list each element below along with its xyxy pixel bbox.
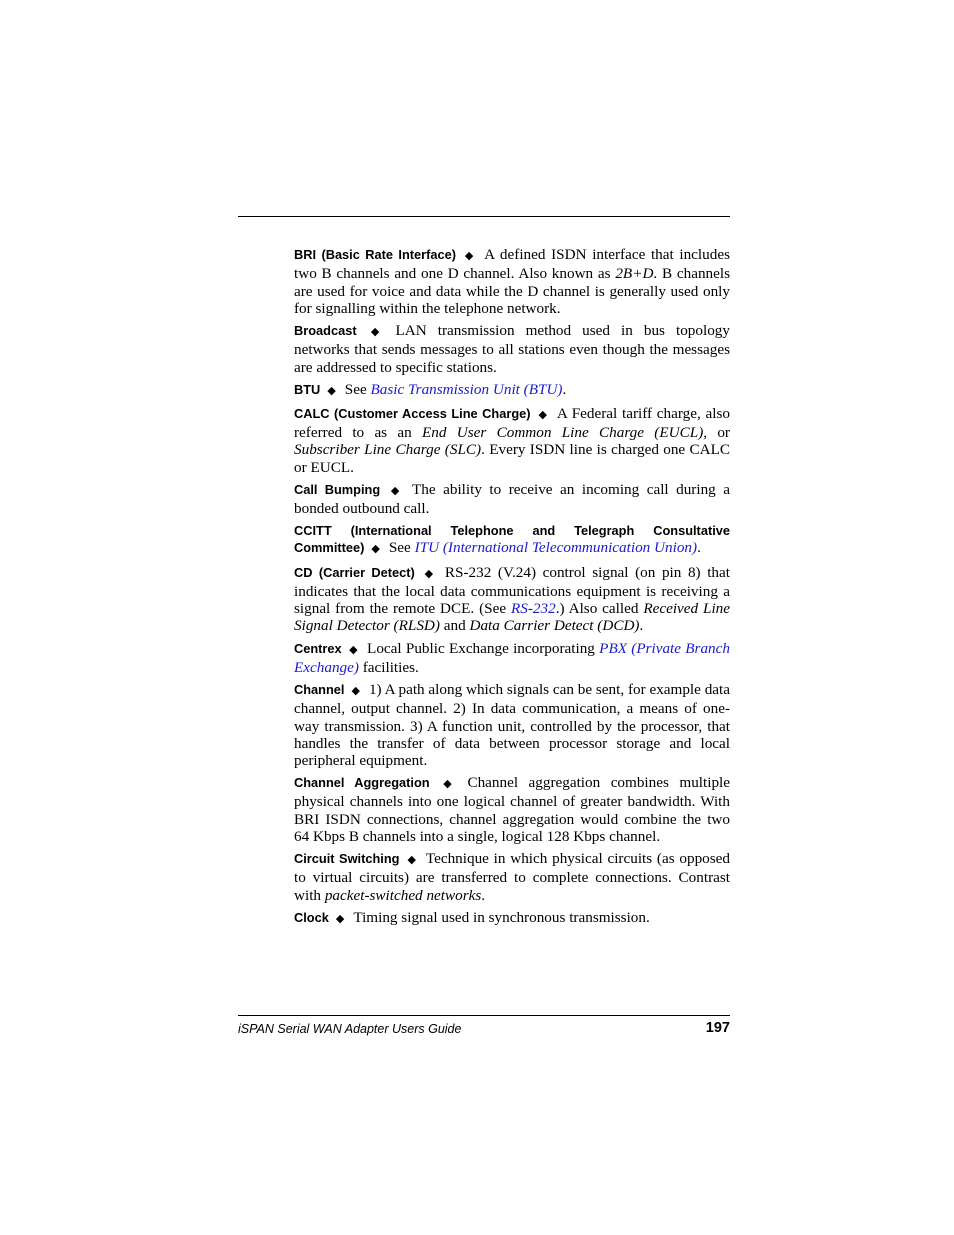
definition-text: See	[388, 539, 415, 557]
glossary-term: Centrex	[294, 640, 342, 656]
page-number: 197	[705, 1020, 730, 1036]
glossary-term: BRI (Basic Rate Interface)	[294, 247, 456, 262]
glossary-term: CALC (Customer Access Line Charge)	[294, 405, 531, 421]
glossary-entries	[294, 246, 730, 933]
glossary-term: Circuit Switching	[294, 851, 400, 867]
glossary-entry-call-bumping	[294, 481, 730, 518]
cross-reference-link[interactable]: ITU (International Telecommunication Union)	[414, 539, 698, 557]
definition-text: See	[344, 380, 371, 398]
definition-text: . B channels are used for voice and data while the D channel is generally used only for signalling within the telephone network.	[294, 265, 730, 317]
diamond-separator-icon: ◆	[463, 250, 476, 262]
glossary-entry-clock	[294, 909, 730, 928]
definition-text: RS-232 (V.24) control signal (on pin 8) that indicates that the local data communications equipment is receiving a signal from the remote DCE. (See	[294, 563, 730, 618]
definition-text: Technique in which physical circuits (as opposed to virtual circuits) are transferred to complete connections. Contrast with	[294, 850, 731, 904]
definition-text: LAN transmission method used in bus topology networks that sends messages to all stations even though the messages are addressed to specific stations.	[294, 321, 730, 376]
glossary-entry-channel-aggregation	[294, 774, 730, 845]
definition-text: .	[562, 380, 567, 398]
diamond-separator-icon: ◆	[387, 484, 404, 497]
cross-reference-link[interactable]: Basic Transmission Unit (BTU)	[370, 380, 563, 398]
diamond-separator-icon: ◆	[363, 325, 387, 338]
diamond-separator-icon: ◆	[335, 912, 345, 925]
diamond-separator-icon: ◆	[537, 408, 548, 421]
definition-text: Timing signal used in synchronous transmission.	[353, 908, 650, 926]
emphasized-term: Data Carrier Detect (DCD)	[469, 617, 640, 635]
definition-text: .	[697, 539, 701, 557]
footer-rule	[238, 1015, 730, 1016]
glossary-term: CD (Carrier Detect)	[294, 564, 415, 580]
glossary-term: BTU	[294, 381, 321, 397]
emphasized-term: Subscriber Line Charge (SLC)	[294, 441, 482, 459]
definition-text: and	[439, 617, 470, 635]
definition-text: .	[481, 886, 486, 904]
diamond-separator-icon: ◆	[436, 778, 459, 791]
emphasized-term: End User Common Line Charge (EUCL),	[422, 424, 708, 442]
definition-text: A defined ISDN interface that includes two B channels and one D channel. Also known as	[294, 246, 730, 283]
glossary-entry-circuit-switching	[294, 850, 730, 904]
glossary-entry-cd	[294, 564, 730, 635]
header-rule	[238, 216, 730, 217]
emphasized-term: packet-switched networks	[324, 886, 482, 904]
diamond-separator-icon: ◆	[406, 854, 417, 867]
definition-text: Channel aggregation combines multiple physical channels into one logical channel of greater bandwidth. With BRI ISDN connections, channel aggregation would combine the two 64 Kbps B channels into a single, logical 128 Kbps channel.	[294, 774, 730, 846]
definition-text: facilities.	[358, 658, 419, 676]
definition-text: A Federal tariff charge, also referred to as an	[294, 404, 730, 442]
glossary-entry-broadcast	[294, 322, 730, 376]
glossary-entry-centrex	[294, 640, 730, 677]
definition-text: or	[707, 424, 730, 442]
glossary-entry-channel	[294, 681, 730, 769]
definition-text: The ability to receive an incoming call during a bonded outbound call.	[294, 480, 730, 518]
glossary-entry-ccitt	[294, 522, 730, 559]
glossary-term: Clock	[294, 909, 329, 925]
glossary-term: Call Bumping	[294, 481, 381, 497]
glossary-entry-btu	[294, 381, 730, 400]
definition-text: .) Also called	[555, 600, 644, 618]
definition-text: Local Public Exchange incorporating	[367, 639, 600, 657]
diamond-separator-icon: ◆	[348, 643, 359, 656]
glossary-term: Broadcast	[294, 322, 357, 338]
diamond-separator-icon: ◆	[327, 384, 336, 397]
definition-text: 1) A path along which signals can be sent, for example data channel, output channel. 2) In data communication, a means of one-way transmission. 3) A function unit, controlled by the processor, that handles the transfer of data between processor storage and local peripheral equipment.	[294, 680, 730, 770]
diamond-separator-icon: ◆	[371, 543, 380, 556]
diamond-separator-icon: ◆	[421, 567, 436, 580]
glossary-entry-calc	[294, 405, 730, 476]
emphasized-term: 2B+D	[615, 265, 654, 283]
footer-title: iSPAN Serial WAN Adapter Users Guide	[238, 1022, 462, 1036]
cross-reference-link[interactable]: PBX (Private Branch Exchange)	[294, 639, 730, 676]
emphasized-term: Received Line Signal Detector (RLSD)	[294, 600, 731, 635]
glossary-term: CCITT (International Telephone and Telegraph Consultative Committee)	[294, 523, 730, 556]
definition-text: .	[639, 617, 644, 635]
cross-reference-link[interactable]: RS-232	[510, 600, 556, 618]
glossary-term: Channel Aggregation	[294, 775, 430, 791]
glossary-term: Channel	[294, 681, 345, 697]
glossary-entry-bri	[294, 246, 730, 317]
definition-text: . Every ISDN line is charged one CALC or EUCL.	[294, 441, 730, 476]
diamond-separator-icon: ◆	[351, 684, 360, 697]
